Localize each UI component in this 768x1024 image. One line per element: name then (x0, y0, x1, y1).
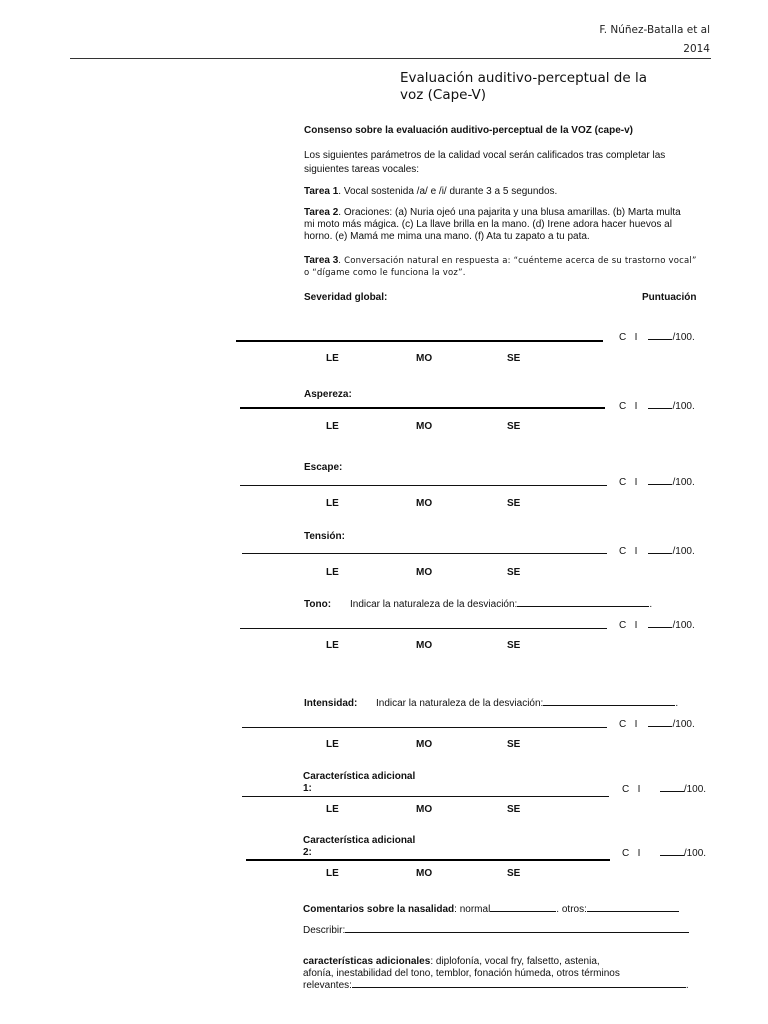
score-blank[interactable] (660, 855, 684, 856)
scale-se: SE (507, 421, 521, 432)
scale-mo: MO (416, 498, 433, 509)
scale-mo: MO (416, 804, 433, 815)
intensidad-deviation-field[interactable] (543, 705, 675, 706)
score-blank[interactable] (648, 484, 672, 485)
score-c: C (622, 784, 630, 795)
score-c: C (619, 719, 627, 730)
scale-le: LE (326, 640, 339, 651)
nasalidad-otros: . otros: (556, 904, 587, 915)
tono-note: Indicar la naturaleza de la desviación: . (350, 599, 653, 610)
tono-deviation-field[interactable] (517, 606, 649, 607)
intensidad-note-text: Indicar la naturaleza de la desviación: (376, 698, 544, 709)
nasalidad-label: Comentarios sobre la nasalidad (303, 904, 455, 915)
intro-line-1: Los siguientes parámetros de la calidad vocal serán calificados tras completar las (304, 150, 666, 161)
scale-le: LE (326, 739, 339, 750)
scale-mo: MO (416, 640, 433, 651)
score-i: I (634, 719, 638, 730)
adicional-2-score (622, 848, 706, 859)
score-i: I (634, 401, 638, 412)
tension-label: Tensión: (304, 531, 345, 542)
adicional-2-label-a: Característica adicional (303, 835, 416, 846)
intensidad-score (619, 719, 695, 730)
tono-score (619, 620, 695, 631)
task-2-line-2: mi moto más mágica. (c) La llave brilla en la mano. (d) Irene adora hacer huevos al (304, 219, 672, 230)
score-suffix: /100. (683, 848, 707, 859)
scale-mo: MO (416, 353, 433, 364)
scale-le: LE (326, 498, 339, 509)
scale-se: SE (507, 804, 521, 815)
intro-line-2: siguientes tareas vocales: (304, 164, 420, 175)
task-2-label: Tarea 2 (304, 207, 339, 218)
task-2 (304, 207, 714, 243)
escape-scale-line[interactable] (240, 485, 607, 486)
task-1-label: Tarea 1 (304, 186, 339, 197)
header-year: 2014 (683, 43, 710, 55)
score-suffix: /100. (672, 546, 695, 557)
nasalidad-otros-field[interactable] (587, 911, 679, 912)
score-blank[interactable] (648, 553, 672, 554)
score-i: I (634, 546, 638, 557)
caracteristicas-line-1: : diplofonía, vocal fry, falsetto, astenia, (430, 956, 600, 967)
intensidad-label: Intensidad: (304, 698, 358, 709)
aspereza-scale-line[interactable] (240, 407, 605, 409)
score-suffix: /100. (672, 719, 695, 730)
severidad-score (619, 332, 695, 343)
scale-mo: MO (416, 739, 433, 750)
scale-le: LE (326, 567, 339, 578)
score-i: I (637, 848, 641, 859)
adicional-2-label (303, 835, 415, 859)
score-suffix: /100. (672, 332, 695, 343)
intensidad-note: Indicar la naturaleza de la desviación: . (376, 698, 679, 709)
scale-se: SE (507, 567, 521, 578)
caracteristicas-line-3: relevantes: (303, 980, 352, 991)
header-author: F. Núñez-Batalla et al (599, 24, 710, 36)
nasalidad-normal-field[interactable] (490, 911, 556, 912)
scale-le: LE (326, 421, 339, 432)
score-i: I (634, 477, 638, 488)
aspereza-score (619, 401, 695, 412)
severidad-label: Severidad global: (304, 292, 388, 303)
task-1-text: . Vocal sostenida /a/ e /i/ durante 3 a 5 segundos. (338, 186, 558, 197)
tension-scale-line[interactable] (242, 553, 607, 554)
score-c: C (619, 477, 627, 488)
score-suffix: /100. (672, 477, 695, 488)
describir-label: Describir: (303, 925, 346, 936)
score-i: I (634, 332, 638, 343)
score-i: I (634, 620, 638, 631)
adicional-1-scale-line[interactable] (242, 796, 609, 797)
score-blank[interactable] (648, 627, 672, 628)
nasalidad-row (303, 904, 679, 916)
adicional-2-label-b: 2: (303, 847, 312, 858)
score-blank[interactable] (660, 791, 684, 792)
score-c: C (619, 401, 627, 412)
task-3 (304, 250, 724, 278)
scale-le: LE (326, 804, 339, 815)
scale-le: LE (326, 868, 339, 879)
score-i: I (637, 784, 641, 795)
adicional-1-label-b: 1: (303, 783, 312, 794)
adicional-1-score (622, 784, 706, 795)
tono-scale-line[interactable] (240, 628, 607, 629)
task-3-line-2: o “dígame como le funciona la voz”. (304, 268, 466, 278)
score-c: C (619, 332, 627, 343)
task-3-label: Tarea 3 (304, 255, 339, 266)
scale-se: SE (507, 640, 521, 651)
page-title: Evaluación auditivo-perceptual de la voz (Cape-V) (400, 70, 647, 103)
scale-se: SE (507, 353, 521, 364)
aspereza-label: Aspereza: (304, 389, 352, 400)
intensidad-scale-line[interactable] (242, 727, 607, 728)
adicional-1-label (303, 771, 415, 795)
score-c: C (622, 848, 630, 859)
scale-mo: MO (416, 567, 433, 578)
tono-note-text: Indicar la naturaleza de la desviación: (350, 599, 518, 610)
score-c: C (619, 620, 627, 631)
score-blank[interactable] (648, 339, 672, 340)
task-1 (304, 186, 557, 198)
adicional-2-scale-line[interactable] (246, 859, 610, 861)
task-2-line-1: . Oraciones: (a) Nuria ojeó una pajarita y una blusa amarillas. (b) Marta multa (338, 207, 681, 218)
score-blank[interactable] (648, 408, 672, 409)
consensus-heading: Consenso sobre la evaluación auditivo-perceptual de la VOZ (cape-v) (304, 125, 633, 136)
scale-mo: MO (416, 421, 433, 432)
describir-row (303, 925, 689, 937)
puntuacion-heading: Puntuación (642, 292, 697, 303)
tension-score (619, 546, 695, 557)
tono-label: Tono: (304, 599, 332, 610)
relevantes-field[interactable] (352, 987, 686, 988)
caracteristicas-line-2: afonía, inestabilidad del tono, temblor, fonación húmeda, otros términos (303, 968, 620, 979)
task-2-line-3: horno. (e) Mamá me mima una mano. (f) Ata tu zapato a tu pata. (304, 231, 590, 242)
scale-se: SE (507, 868, 521, 879)
task-3-line-1: . Conversación natural en respuesta a: “cuénteme acerca de su trastorno vocal” (338, 256, 697, 266)
escape-label: Escape: (304, 462, 343, 473)
caracteristicas-block: características adicionales: diplofonía, vocal fry, falsetto, astenia, afonía, inestabilidad del tono, temblor, fonación húmeda, otros términos relevantes: . (303, 956, 723, 992)
score-suffix: /100. (672, 620, 695, 631)
scale-le: LE (326, 353, 339, 364)
severidad-scale-line[interactable] (236, 340, 603, 342)
caracteristicas-label: características adicionales (303, 956, 431, 967)
nasalidad-normal: : normal (454, 904, 491, 915)
scale-mo: MO (416, 868, 433, 879)
scale-se: SE (507, 739, 521, 750)
adicional-1-label-a: Característica adicional (303, 771, 416, 782)
score-blank[interactable] (648, 726, 672, 727)
score-c: C (619, 546, 627, 557)
escape-score (619, 477, 695, 488)
score-suffix: /100. (683, 784, 707, 795)
score-suffix: /100. (672, 401, 695, 412)
header-rule (70, 58, 711, 59)
describir-field[interactable] (345, 932, 689, 933)
scale-se: SE (507, 498, 521, 509)
